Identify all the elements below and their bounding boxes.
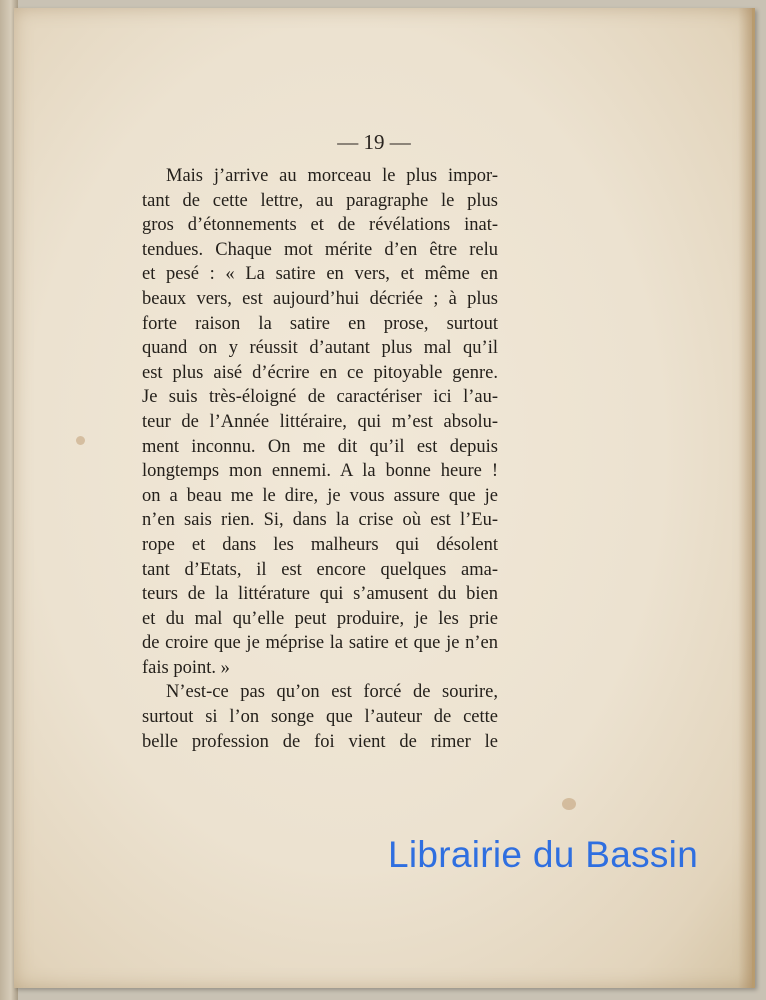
text-line: gros d’étonnements et de révélations inat- xyxy=(142,215,498,236)
text-line: ment inconnu. On me dit qu’il est depuis xyxy=(142,436,498,457)
text-line: teurs de la littérature qui s’amusent du bien xyxy=(142,584,498,605)
text-line: N’est-ce pas qu’on est forcé de sourire, xyxy=(166,682,498,703)
text-line: et pesé : « La satire en vers, et même en xyxy=(142,264,498,285)
text-line: n’en sais rien. Si, dans la crise où est l’Eu- xyxy=(142,510,498,531)
text-line: teur de l’Année littéraire, qui m’est absolu- xyxy=(142,411,498,432)
text-line: belle profession de foi vient de rimer le xyxy=(142,731,498,752)
text-line: surtout si l’on songe que l’auteur de cette xyxy=(142,707,498,728)
foxing-spot xyxy=(562,798,576,810)
text-line: beaux vers, est aujourd’hui décriée ; à plus xyxy=(142,288,498,309)
text-line: fais point. » xyxy=(142,657,230,678)
text-line: on a beau me le dire, je vous assure que je xyxy=(142,485,498,506)
page-number: — 19 — xyxy=(337,130,411,154)
book-page xyxy=(14,8,755,988)
text-line: longtemps mon ennemi. A la bonne heure ! xyxy=(142,461,498,482)
text-line: Mais j’arrive au morceau le plus impor- xyxy=(166,166,498,186)
text-line: Je suis très-éloigné de caractériser ici l’au- xyxy=(142,387,498,408)
text-line: tendues. Chaque mot mérite d’en être relu xyxy=(142,239,498,260)
text-line: et du mal qu’elle peut produire, je les prie xyxy=(142,608,498,629)
text-line: rope et dans les malheurs qui désolent xyxy=(142,534,498,555)
text-line: forte raison la satire en prose, surtout xyxy=(142,313,498,334)
text-line: tant d’Etats, il est encore quelques ama- xyxy=(142,559,498,580)
foxing-spot xyxy=(76,436,85,445)
watermark: Librairie du Bassin xyxy=(388,834,699,875)
text-line: tant de cette lettre, au paragraphe le plus xyxy=(142,190,498,211)
text-line: est plus aisé d’écrire en ce pitoyable genre. xyxy=(142,362,498,383)
text-line: quand on y réussit d’autant plus mal qu’il xyxy=(142,338,498,359)
text-line: de croire que je méprise la satire et que je n’en xyxy=(142,633,498,654)
page-edge-shadow xyxy=(738,8,752,988)
text-block xyxy=(142,164,498,754)
